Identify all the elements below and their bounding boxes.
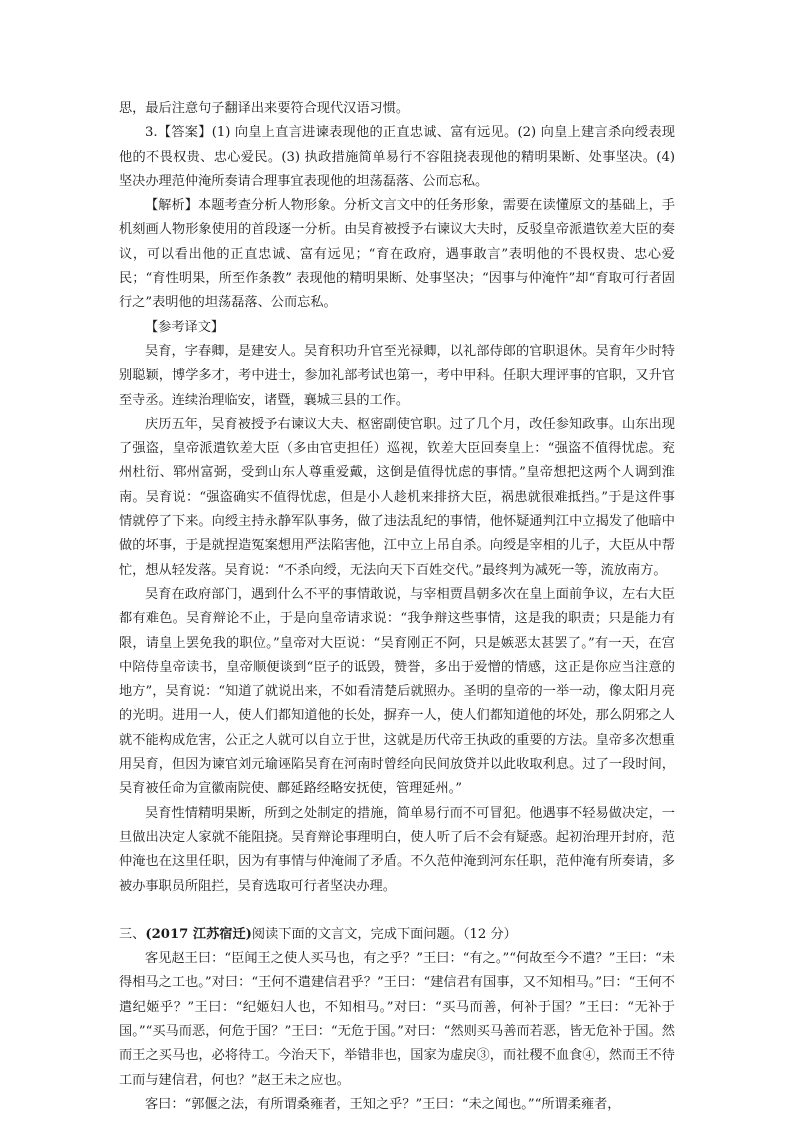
reference-translation-heading: 【参考译文】	[145, 319, 225, 335]
answer-3-label: 3.【答案】	[145, 125, 212, 141]
classical-paragraph-2: 客曰：“郭偃之法，有所谓桑雍者，王知之乎？”王曰：“未之闻也。”“所谓柔雍者，	[145, 1096, 621, 1112]
section-3-heading	[119, 923, 675, 947]
section-3-prefix: 三、	[119, 926, 146, 942]
translation-paragraph-2: 庆历五年，吴育被授予右谏议大夫、枢密副使官职。过了几个月，改任参知政事。山东出现了强盗，皇帝派遣钦差大臣（多由官吏担任）巡视，钦差大臣回奏皇上：“强盗不值得忧虑。兖州杜衍、郓州富弼，受到山东人尊重爱戴，这倒是值得忧虑的事情。”皇帝想把这两个人调到淮南。吴育说：“强盗确实不值得忧虑，但是小人趁机来排挤大臣，祸患就很难抵挡。”于是这件事情就停了下来。向绶主持永静军队事务，做了违法乱纪的事情，他怀疑通判江中立揭发了他暗中做的坏事，于是就捏造冤案想用严法陷害他，江中立上吊自杀。向绶是宰相的儿子，大臣从中帮忙，想从轻发落。吴育说：“不杀向绶，无法向天下百姓交代。”最终判为减死一等，流放南方。	[119, 416, 675, 578]
answer-3-paragraph	[119, 121, 675, 194]
analysis-label: 【解析】	[145, 198, 199, 214]
translation-paragraph-3: 吴育在政府部门，遇到什么不平的事情敢说，与宰相贾昌朝多次在皇上面前争议，左右大臣都有难色。吴育辩论不止，于是向皇帝请求说：“我争辩这些事情，这是我的职责；只是能力有限，请皇上罢免我的职位。”皇帝对大臣说：“吴育刚正不阿，只是嫉恶太甚罢了。”有一天，在宫中陪侍皇帝读书，皇帝顺便谈到“臣子的诋毁，赞誉，多出于爱憎的情感，这正是你应当注意的地方”，吴育说：“知道了就说出来，不如看清楚后就照办。圣明的皇帝的一举一动，像太阳月亮的光明。进用一人，使人们都知道他的长处，摒弃一人，使人们都知道他的坏处，那么阴邪之人就不能构成危害，公正之人就可以自立于世，这就是历代帝王执政的重要的方法。皇帝多次想重用吴育，但因为谏官刘元瑜诬陷吴育在河南时曾经向民间放贷并以此收取利息。过了一段时间，吴育被任命为宣徽南院使、鄜延路经略安抚使，管理延州。”	[119, 586, 675, 797]
translation-paragraph-4: 吴育性情精明果断，所到之处制定的措施，简单易行而不可冒犯。他遇事不轻易做决定，一旦做出决定人家就不能阻挠。吴育辩论事理明白，使人听了后不会有疑惑。起初治理开封府，范仲淹也在这里任职，因为有事情与仲淹闹了矛盾。不久范仲淹到河东任职，范仲淹有所奏请，多被办事职员所阻拦，吴育选取可行者坚决办理。	[119, 805, 675, 894]
analysis-paragraph	[119, 194, 675, 315]
section-3-instruction: 阅读下面的文言文，完成下面问题。（12 分）	[251, 926, 517, 942]
translation-paragraph-1: 吴育，字春卿，是建安人。吴育积功升官至光禄卿，以礼部侍郎的官职退休。吴育年少时特别聪颖，博学多才，考中进士，参加礼部考试也第一，考中甲科。任职大理评事的官职，又升官至寺丞。连续治理临安，诸暨，襄城三县的工作。	[119, 343, 675, 408]
answer-3-text: (1) 向皇上直言进谏表现他的正直忠诚、富有远见。(2) 向皇上建言杀向绶表现他的不畏权贵、忠心爱民。(3) 执政措施简单易行不容阻挠表现他的精明果断、处事坚决。(4) 坚决办理范仲淹所奏请合理事宜表现他的坦荡磊落、公而忘私。	[119, 125, 675, 189]
intro-paragraph: 思，最后注意句子翻译出来要符合现代汉语习惯。	[119, 101, 410, 116]
section-3-source: (2017 江苏宿迁)	[145, 926, 252, 942]
analysis-text: 本题考查分析人物形象。分析文言文中的任务形象，需要在读懂原文的基础上，手机刻画人物形象使用的首段逐一分析。由吴育被授予右谏议大夫时，反驳皇帝派遣钦差大臣的奏议，可以看出他的正直忠诚、富有远见；“育在政府，遇事敢言”表明他的不畏权贵、忠心爱民；“育性明果，所至作条教” 表现他的精明果断、处事坚决；“因事与仲淹忤”却“育取可行者固行之”表明他的坦荡磊落、公而忘私。	[119, 198, 676, 311]
classical-paragraph-1: 客见赵王曰：“臣闻王之使人买马也，有之乎？”王曰：“有之。”“何故至今不遣？”王曰：“未得相马之工也。”对曰：“王何不遣建信君乎？”王曰：“建信君有国事，又不知相马。”曰：“王何不遣纪姬乎？”王曰：“纪姬妇人也，不知相马。”对曰：“买马而善，何补于国？”王曰：“无补于国。”“买马而恶，何危于国？”王曰：“无危于国。”对曰：“然则买马善而若恶，皆无危补于国。然而王之买马也，必将待工。今治天下，举错非也，国家为虚戾③，而社稷不血食④，然而王不待工而与建信君，何也？”赵王未之应也。	[119, 951, 675, 1088]
document-page	[119, 97, 675, 1117]
